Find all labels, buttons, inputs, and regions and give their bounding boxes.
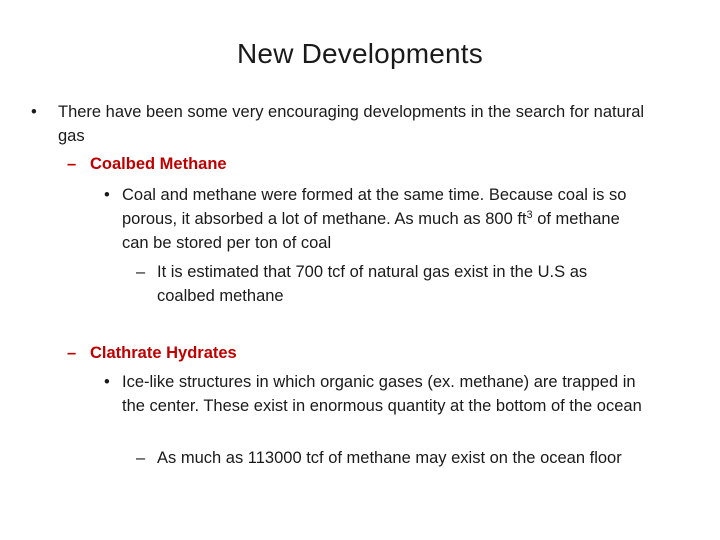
dash-marker: –	[67, 155, 77, 173]
sub-clathrate-estimate: As much as 113000 tcf of methane may exist on the ocean floor	[157, 449, 622, 467]
heading-coalbed-methane: Coalbed Methane	[90, 155, 227, 173]
bullet-marker: •	[104, 373, 110, 391]
coal-text-a: Coal and methane were formed at the same time. Because coal is so porous, it absorbed a lot of methane. As much as 800 ft	[122, 186, 627, 228]
bullet-marker: •	[31, 103, 37, 121]
heading-clathrate-hydrates: Clathrate Hydrates	[90, 344, 237, 362]
dash-marker: –	[136, 449, 146, 467]
bullet-marker: •	[104, 186, 110, 204]
slide-title: New Developments	[237, 38, 483, 69]
bullet-developments: There have been some very encouraging developments in the search for natural gas	[58, 103, 645, 145]
bullet-coal-and-methane	[122, 183, 642, 255]
coal-text-b: of methane can be stored per ton of coal	[122, 210, 620, 252]
dash-marker: –	[67, 344, 77, 362]
bullet-ice-like-structures: Ice-like structures in which organic gases (ex. methane) are trapped in the center. These exist in enormous quantity at the bottom of the ocean	[122, 373, 642, 415]
dash-marker: –	[136, 263, 146, 281]
superscript-3: 3	[526, 209, 533, 221]
sub-coalbed-estimate: It is estimated that 700 tcf of natural gas exist in the U.S as coalbed methane	[157, 263, 588, 305]
